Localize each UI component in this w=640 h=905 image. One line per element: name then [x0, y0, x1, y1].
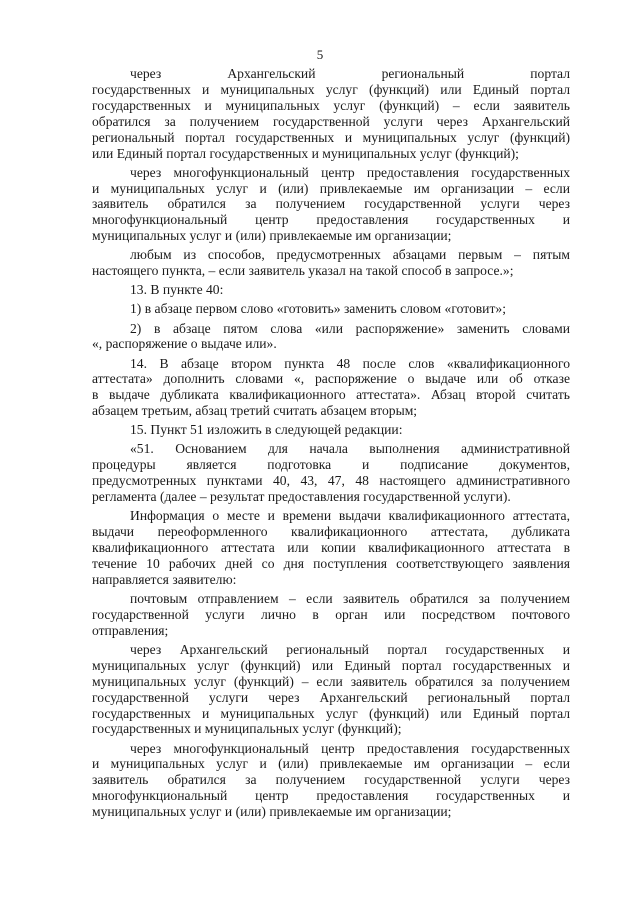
text-line: через Архангельский региональный портал государственных и	[130, 641, 570, 657]
text-line: настоящего пункта, – если заявитель указал на такой способ в запросе.»;	[92, 263, 514, 279]
text-line: заявитель обратился за получением государственной услуги через	[92, 196, 570, 212]
text-line: в выдаче дубликата квалификационного аттестата». Абзац второй считать	[92, 387, 570, 403]
paragraph	[92, 642, 570, 737]
paragraph	[92, 591, 570, 639]
text-line: процедуры является подготовка и подписание документов,	[92, 457, 570, 473]
page-number: 5	[316, 47, 324, 62]
text-line: через многофункциональный центр предоставления государственных	[130, 164, 570, 180]
text-line: многофункциональный центр предоставления государственных и	[92, 212, 570, 228]
text-line: через многофункциональный центр предоставления государственных	[130, 740, 570, 756]
text-line: Информация о месте и времени выдачи квалификационного аттестата,	[130, 508, 570, 524]
text-line: государственных и муниципальных услуг (функций) – если заявитель	[92, 97, 570, 113]
paragraph	[92, 356, 570, 420]
paragraph	[92, 441, 570, 505]
text-line: 14. В абзаце втором пункта 48 после слов «квалификационного	[130, 355, 570, 371]
document-body	[92, 66, 570, 820]
text-line: «, распоряжение о выдаче или».	[92, 336, 277, 352]
paragraph	[92, 282, 570, 298]
text-line: почтовым отправлением – если заявитель обратился за получением	[130, 590, 570, 606]
text-line: квалификационного аттестата или копии квалификационного аттестата в	[92, 540, 570, 556]
text-line: течение 10 рабочих дней со дня поступления соответствующего заявления	[92, 555, 570, 571]
paragraph	[92, 66, 570, 161]
text-line: предусмотренных пунктами 40, 43, 47, 48 настоящего административного	[92, 473, 570, 489]
text-line: государственной услуги лично в орган или посредством почтового	[92, 606, 570, 622]
text-line: 15. Пункт 51 изложить в следующей редакции:	[130, 422, 403, 438]
text-line: аттестата» дополнить словами «, распоряжение о выдаче или об отказе	[92, 371, 570, 387]
text-line: государственных и муниципальных услуг (функций) или Единый портал	[92, 81, 570, 97]
text-line: выдачи переоформленного квалификационного аттестата, дубликата	[92, 524, 570, 540]
text-line: и муниципальных услуг и (или) привлекаемые им организации – если	[92, 180, 570, 196]
text-line: направляется заявителю:	[92, 571, 237, 587]
text-line: 2) в абзаце пятом слова «или распоряжение» заменить словами	[130, 320, 570, 336]
text-line: и муниципальных услуг и (или) привлекаемые им организации – если	[92, 756, 570, 772]
text-line: регламента (далее – результат предоставления государственной услуги).	[92, 489, 511, 505]
text-line: 1) в абзаце первом слово «готовить» заменить словом «готовит»;	[130, 301, 506, 317]
text-line: государственных и муниципальных услуг (функций) или Единый портал	[92, 705, 570, 721]
text-line: через Архангельский региональный портал	[130, 66, 570, 81]
text-line: заявитель обратился за получением государственной услуги через	[92, 772, 570, 788]
text-line: муниципальных услуг и (или) привлекаемые им организации;	[92, 804, 452, 820]
paragraph	[92, 422, 570, 438]
text-line: 13. В пункте 40:	[130, 282, 224, 298]
paragraph	[92, 247, 570, 279]
text-line: многофункциональный центр предоставления государственных и	[92, 788, 570, 804]
text-line: отправления;	[92, 622, 169, 638]
text-line: муниципальных услуг (функций) – если заявитель обратился за получением	[92, 673, 570, 689]
paragraph	[92, 301, 570, 317]
paragraph	[92, 165, 570, 245]
text-line: муниципальных услуг и (или) привлекаемые им организации;	[92, 228, 452, 244]
paragraph	[92, 508, 570, 588]
text-line: абзацем третьим, абзац третий считать абзацем вторым;	[92, 403, 418, 419]
text-line: государственных и муниципальных услуг (функций);	[92, 721, 402, 737]
text-line: или Единый портал государственных и муниципальных услуг (функций);	[92, 145, 519, 161]
paragraph	[92, 741, 570, 821]
text-line: любым из способов, предусмотренных абзацами первым – пятым	[130, 247, 570, 263]
text-line: «51. Основанием для начала выполнения административной	[130, 441, 570, 457]
paragraph	[92, 321, 570, 353]
text-line: обратился за получением государственной услуги через Архангельский	[92, 113, 570, 129]
text-line: государственной услуги через Архангельский региональный портал	[92, 689, 570, 705]
text-line: муниципальных услуг (функций) или Единый портал государственных и	[92, 657, 570, 673]
text-line: региональный портал государственных и муниципальных услуг (функций)	[92, 129, 570, 145]
